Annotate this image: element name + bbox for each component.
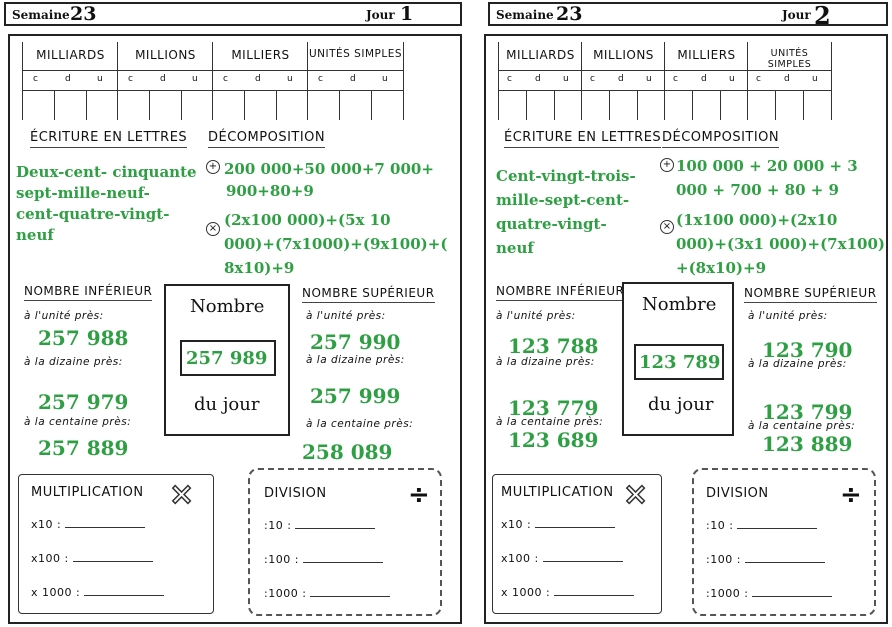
multiplication-icon: ×	[623, 477, 649, 512]
sheet-frame	[8, 34, 462, 624]
ecriture-title: ÉCRITURE EN LETTRES	[504, 130, 661, 148]
multiplication-icon: ×	[169, 477, 195, 512]
jour-label: Jour	[782, 8, 811, 22]
inf-dizaine-label: à la dizaine près:	[496, 356, 595, 368]
division-title: DIVISION	[706, 486, 769, 501]
nombre-du-jour-box	[622, 282, 734, 436]
sup-unite-value: 257 990	[310, 330, 401, 354]
inf-centaine-label: à la centaine près:	[496, 416, 604, 428]
div-line-10: :10 :	[706, 518, 817, 532]
sup-dizaine-label: à la dizaine près:	[748, 358, 847, 370]
nombre-superieur-title: NOMBRE SUPÉRIEUR	[302, 286, 435, 303]
ecriture-en-lettres: Cent-vingt-trois- mille-sept-cent- quatre-vingt- neuf	[496, 167, 636, 257]
division-icon: ÷	[408, 480, 430, 510]
jour-number: 2	[814, 1, 831, 30]
mult-line-1000: x 1000 :	[501, 585, 634, 599]
inf-dizaine-label: à la dizaine près:	[24, 356, 123, 368]
division-title: DIVISION	[264, 486, 327, 501]
div-line-100: :100 :	[706, 552, 825, 566]
decomposition-title: DÉCOMPOSITION	[662, 130, 779, 148]
nombre-inferieur-title: NOMBRE INFÉRIEUR	[24, 284, 152, 301]
sup-unite-label: à l'unité près:	[748, 310, 828, 322]
sup-centaine-value: 123 889	[762, 432, 853, 456]
plus-circle-icon: +	[660, 158, 674, 172]
decomposition-multiplicative: (1x100 000)+(2x10 000)+(3x1 000)+(7x100) +(8x10)+9	[676, 211, 885, 277]
sup-centaine-label: à la centaine près:	[306, 418, 414, 430]
sup-dizaine-value: 257 999	[310, 384, 401, 408]
multiplication-title: MULTIPLICATION	[31, 485, 144, 500]
mult-line-10: x10 :	[501, 517, 615, 531]
division-icon: ÷	[840, 480, 862, 510]
ecriture-en-lettres: Deux-cent- cinquante sept-mille-neuf- cent-quatre-vingt- neuf	[16, 163, 197, 244]
inf-dizaine-value: 123 779	[508, 396, 599, 420]
nombre-du-jour-inner	[634, 344, 724, 380]
worksheet-day-2	[446, 0, 892, 627]
nombre-label: Nombre	[642, 294, 717, 315]
plus-circle-icon: +	[206, 160, 220, 174]
mult-line-100: x100 :	[31, 551, 153, 565]
mult-line-10: x10 :	[31, 517, 145, 531]
inf-unite-value: 123 788	[508, 334, 599, 358]
sheet-frame	[484, 34, 888, 624]
sheet-header	[488, 1, 888, 30]
du-jour-label: du jour	[648, 394, 714, 415]
du-jour-label: du jour	[194, 394, 260, 415]
jour-number: 1	[400, 3, 414, 25]
semaine-label: Semaine	[496, 8, 554, 22]
decomposition-additive: 100 000 + 20 000 + 3 000 + 700 + 80 + 9	[676, 157, 858, 199]
decomposition-title: DÉCOMPOSITION	[208, 130, 325, 148]
division-box	[248, 468, 442, 616]
inf-unite-label: à l'unité près:	[24, 310, 104, 322]
table-group-millions: MILLIONS c d u	[117, 42, 213, 120]
div-line-10: :10 :	[264, 518, 375, 532]
place-value-table	[22, 42, 402, 120]
times-circle-icon: ×	[206, 222, 220, 236]
inf-unite-label: à l'unité près:	[496, 310, 576, 322]
place-value-table	[498, 42, 830, 120]
sheet-header	[4, 2, 462, 26]
nombre-du-jour-value: 123 789	[639, 352, 721, 373]
table-group-unites: UNITÉS SIMPLES c d u	[747, 42, 832, 120]
table-group-unites: UNITÉS SIMPLES c d u	[307, 42, 404, 120]
table-group-milliers: MILLIERS c d u	[212, 42, 308, 120]
sup-unite-label: à l'unité près:	[306, 310, 386, 322]
inf-centaine-value: 123 689	[508, 428, 599, 452]
multiplication-box	[492, 474, 662, 614]
multiplication-title: MULTIPLICATION	[501, 485, 614, 500]
table-group-milliards: MILLIARDS c d u	[498, 42, 582, 120]
semaine-label: Semaine	[12, 8, 70, 22]
nombre-inferieur-title: NOMBRE INFÉRIEUR	[496, 284, 624, 301]
sup-unite-value: 123 790	[762, 338, 853, 362]
mult-line-1000: x 1000 :	[31, 585, 164, 599]
decomposition-additive: 200 000+50 000+7 000+ 900+80+9	[224, 160, 434, 200]
nombre-du-jour-box	[164, 284, 290, 436]
div-line-1000: :1000 :	[264, 586, 390, 600]
sup-dizaine-label: à la dizaine près:	[306, 354, 405, 366]
inf-dizaine-value: 257 979	[38, 390, 129, 414]
sup-centaine-value: 258 089	[302, 440, 393, 464]
inf-centaine-label: à la centaine près:	[24, 416, 132, 428]
table-group-milliards: MILLIARDS c d u	[22, 42, 118, 120]
table-group-milliers: MILLIERS c d u	[664, 42, 748, 120]
sup-dizaine-value: 123 799	[762, 400, 853, 424]
sup-centaine-label: à la centaine près:	[748, 420, 856, 432]
mult-line-100: x100 :	[501, 551, 623, 565]
multiplication-box	[18, 474, 214, 614]
nombre-superieur-title: NOMBRE SUPÉRIEUR	[744, 286, 877, 303]
div-line-1000: :1000 :	[706, 586, 832, 600]
div-line-100: :100 :	[264, 552, 383, 566]
jour-label: Jour	[366, 8, 395, 22]
ecriture-title: ÉCRITURE EN LETTRES	[30, 130, 187, 148]
nombre-du-jour-inner	[180, 340, 276, 376]
nombre-label: Nombre	[190, 296, 265, 317]
decomposition-multiplicative: (2x100 000)+(5x 10 000)+(7x1000)+(9x100)+( 8x10)+9	[224, 211, 448, 277]
inf-unite-value: 257 988	[38, 326, 129, 350]
table-group-millions: MILLIONS c d u	[581, 42, 665, 120]
times-circle-icon: ×	[660, 220, 674, 234]
nombre-du-jour-value: 257 989	[186, 348, 268, 369]
semaine-number: 23	[556, 3, 583, 25]
inf-centaine-value: 257 889	[38, 436, 129, 460]
semaine-number: 23	[70, 3, 97, 25]
division-box	[692, 468, 876, 616]
